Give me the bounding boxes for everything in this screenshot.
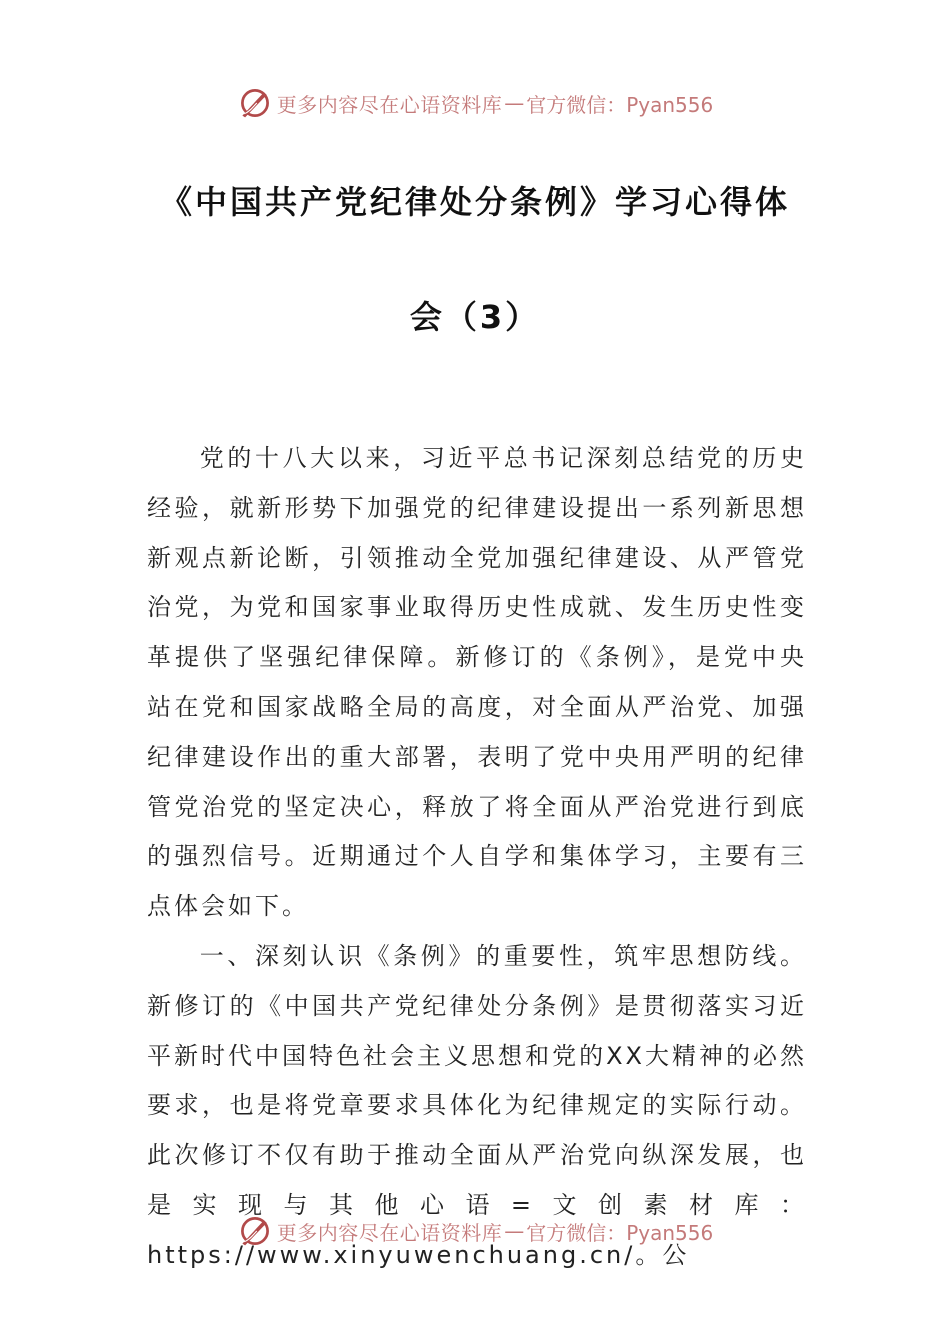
banner-wechat: 官方微信：Pyan556 xyxy=(526,1220,714,1245)
header-banner xyxy=(0,81,950,125)
banner-separator: — xyxy=(504,1219,525,1243)
banner-wechat: 官方微信：Pyan556 xyxy=(526,92,714,117)
page-title-line-1: 《中国共产党纪律处分条例》学习心得体 xyxy=(159,183,790,221)
banner-separator: — xyxy=(504,91,525,115)
document-body xyxy=(147,434,807,1281)
paragraph: 一、深刻认识《条例》的重要性，筑牢思想防线。新修订的《中国共产党纪律处分条例》是贯彻落实习近平新时代中国特色社会主义思想和党的XX大精神的必然要求，也是将党章要求具体化为纪律规定的实际行动。此次修订不仅有助于推动全面从严治党向纵深发展，也是实现与其他心语=文创素材库：https://www.xinyuwenchuang.cn/。公 xyxy=(147,941,807,1269)
banner-text: 更多内容尽在心语资料库 xyxy=(276,1220,503,1245)
paragraph: 党的十八大以来，习近平总书记深刻总结党的历史经验，就新形势下加强党的纪律建设提出一系列新思想新观点新论断，引领推动全党加强纪律建设、从严管党治党，为党和国家事业取得历史性成就、发生历史性变革提供了坚强纪律保障。新修订的《条例》，是党中央站在党和国家战略全局的高度，对全面从严治党、加强纪律建设作出的重大部署，表明了党中央用严明的纪律管党治党的坚定决心，释放了将全面从严治党进行到底的强烈信号。近期通过个人自学和集体学习，主要有三点体会如下。 xyxy=(147,444,807,921)
page-title-line-2: 会（3） xyxy=(409,298,541,336)
quill-pen-logo-icon xyxy=(237,85,273,121)
quill-pen-logo-icon xyxy=(237,1213,273,1249)
footer-banner xyxy=(0,1209,950,1253)
banner-text: 更多内容尽在心语资料库 xyxy=(276,92,503,117)
